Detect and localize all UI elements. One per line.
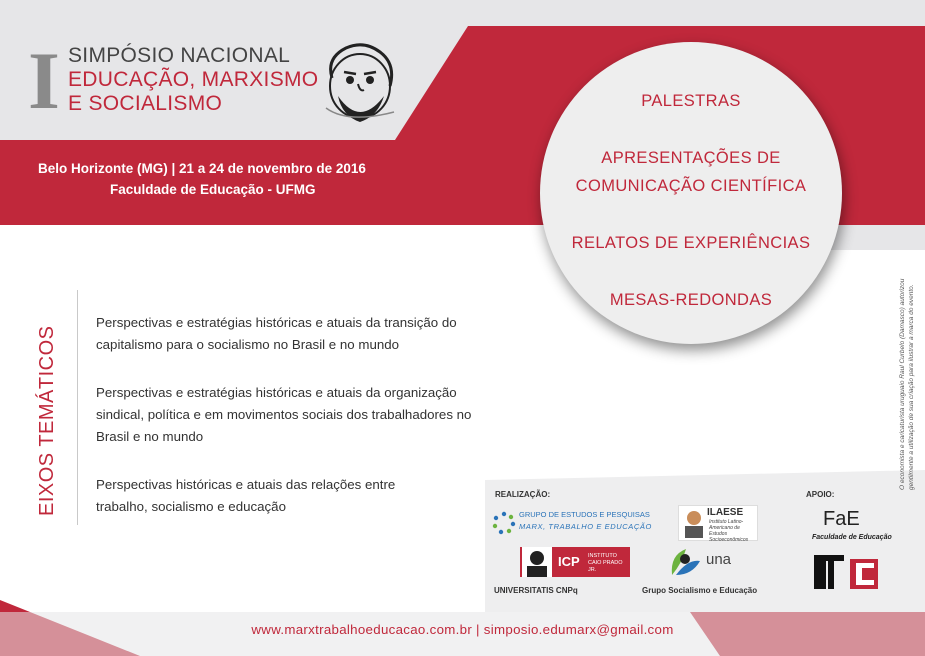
footer-contacts: www.marxtrabalhoeducacao.com.br | simposio.edumarx@gmail.com [251,622,674,637]
marx-caricature-icon [318,38,408,128]
logo-grupo-estudos [492,508,664,538]
eixos-divider [77,290,78,525]
event-location-date: Belo Horizonte (MG) | 21 a 24 de novembro de 2016 [38,161,366,176]
person-icon [682,509,706,539]
axis-2-line3: Brasil e no mundo [96,429,204,444]
eixos-title: EIXOS TEMÁTICOS [36,325,58,516]
axis-1-line1: Perspectivas e estratégias históricas e atuais da transição do [96,315,457,330]
axis-3-line1: Perspectivas históricas e atuais das relações entre [96,477,396,492]
grupo-socialismo-label: Grupo Socialismo e Educação [642,586,758,595]
una-leaf-icon [668,545,702,579]
portrait-icon [522,547,552,577]
title-line2: EDUCAÇÃO, MARXISMO [68,68,319,91]
apoio-label: APOIO: [806,490,835,499]
logo-una [668,545,738,579]
fae-subtitle: Faculdade de Educação [812,534,892,541]
circle-item-relatos: RELATOS DE EXPERIÊNCIAS [571,234,811,252]
axis-1-line2: capitalismo para o socialismo no Brasil e no mundo [96,337,400,352]
icp-name: ICP [558,554,580,569]
title-line3: E SOCIALISMO [68,92,223,115]
caricature-credit [868,250,925,490]
grupo-line1: GRUPO DE ESTUDOS E PESQUISAS [519,510,650,519]
roman-numeral: I [28,35,60,126]
eixos-title-wrap [36,316,66,516]
credit-line1: O economista e caricaturista uruguaio Raul Curbelo (Damasco) autorizou [899,278,906,490]
event-venue: Faculdade de Educação - UFMG [110,182,316,197]
ilaese-name: ILAESE [707,507,744,518]
logo-icp [520,547,630,577]
circle-item-comunicacao: COMUNICAÇÃO CIENTÍFICA [575,177,807,195]
circle-item-palestras: PALESTRAS [641,92,741,110]
una-name: una [706,551,732,568]
ilaese-sub: Instituto Latino-Americano de Estudos Socioeconômicos [709,519,749,543]
title-line1: SIMPÓSIO NACIONAL [68,44,291,67]
axis-item-2 [96,382,516,448]
axis-2-line1: Perspectivas e estratégias históricas e atuais da organização [96,385,457,400]
axis-2-line2: sindical, política e em movimentos sociais dos trabalhadores no [96,407,472,422]
tte-logo-icon [812,553,882,593]
circle-item-apresentacoes: APRESENTAÇÕES DE [601,149,781,167]
axis-3-line2: trabalho, socialismo e educação [96,499,286,514]
logo-ilaese [678,505,758,541]
grupo-line2: MARX, TRABALHO E EDUCAÇÃO [519,522,652,531]
axis-item-1 [96,312,516,356]
realizacao-label: REALIZAÇÃO: [495,490,551,499]
icp-sub: INSTITUTO CAIO PRADO JR. [588,553,623,573]
circle-item-mesas: MESAS-REDONDAS [609,291,773,309]
universitatis-label: UNIVERSITATIS CNPq [494,586,578,595]
credit-line2: gentilmente a utilização de sua criação para ilustrar a marca do evento. [908,284,915,490]
fae-logo: FaE [823,508,860,530]
axis-item-3 [96,474,516,518]
dots-circle-icon [492,511,516,535]
